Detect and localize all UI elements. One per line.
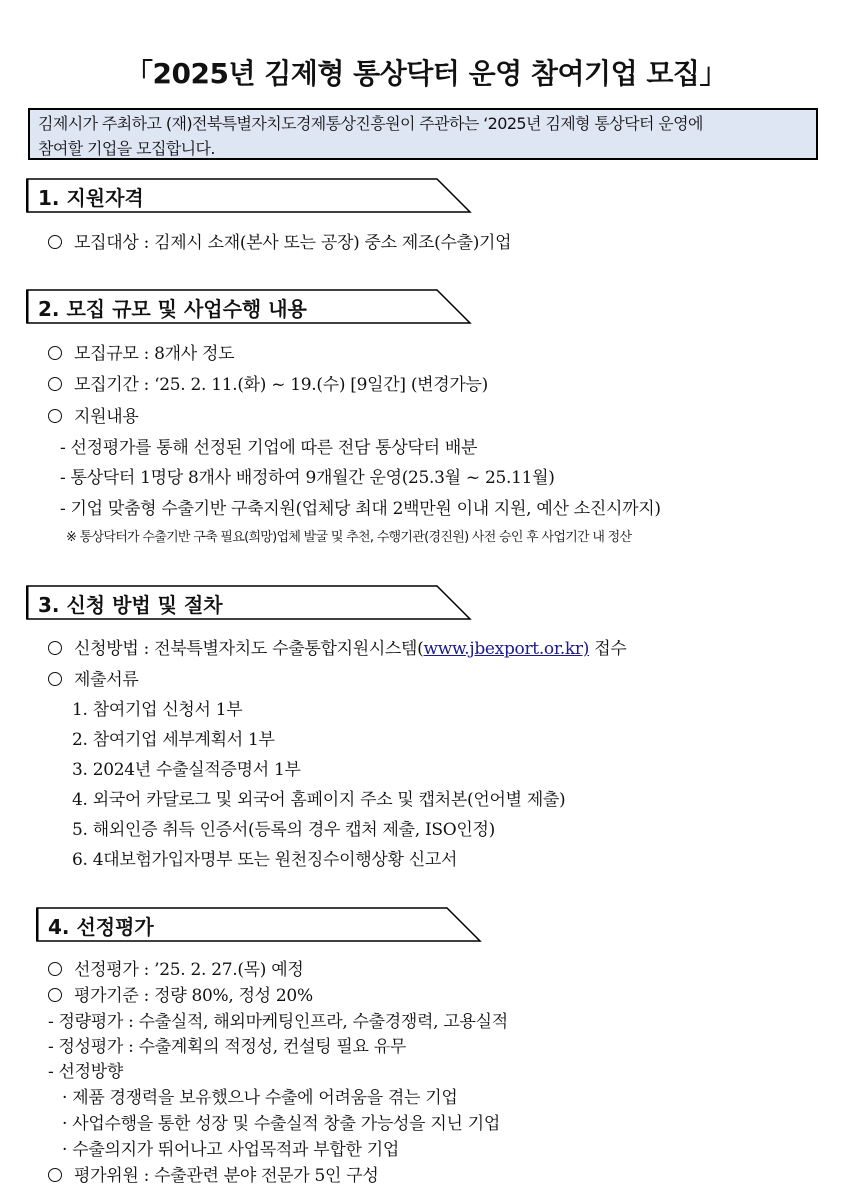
list-item: 평가기준 : 정량 80%, 정성 20% xyxy=(48,981,313,1006)
section-1-title: 1. 지원자격 xyxy=(38,186,144,210)
circle-bullet-icon xyxy=(48,235,62,249)
list-item: 제출서류 xyxy=(48,665,139,690)
list-item: 5. 해외인증 취득 인증서(등록의 경우 캡처 제출, ISO인정) xyxy=(72,820,495,840)
circle-bullet-icon xyxy=(48,641,62,655)
list-item: 3. 2024년 수출실적증명서 1부 xyxy=(72,760,301,780)
intro-line-2: 참여할 기업을 모집합니다. xyxy=(38,139,215,158)
list-item: - 정량평가 : 수출실적, 해외마케팅인프라, 수출경쟁력, 고용실적 xyxy=(48,1012,508,1032)
intro-box xyxy=(28,108,818,160)
list-item: 신청방법 : 전북특별자치도 수출통합지원시스템(www.jbexport.or.kr) 접수 xyxy=(48,634,626,659)
intro-line-1: 김제시가 주최하고 (재)전북특별자치도경제통상진흥원이 주관하는 ‘2025년 김제형 통상닥터 운영에 xyxy=(38,114,703,133)
circle-bullet-icon xyxy=(48,409,62,423)
list-item: · 제품 경쟁력을 보유했으나 수출에 어려움을 겪는 기업 xyxy=(62,1088,458,1108)
circle-bullet-icon xyxy=(48,672,62,686)
list-item: 선정평가 : ’25. 2. 27.(목) 예정 xyxy=(48,955,303,980)
section-3-title: 3. 신청 방법 및 절차 xyxy=(38,593,223,617)
list-item: 모집대상 : 김제시 소재(본사 또는 공장) 중소 제조(수출)기업 xyxy=(48,228,511,253)
section-4-title: 4. 선정평가 xyxy=(48,915,154,939)
list-item: 2. 참여기업 세부계획서 1부 xyxy=(72,730,275,750)
page-title: 「2025년 김제형 통상닥터 운영 참여기업 모집」 xyxy=(125,57,727,90)
list-item: 1. 참여기업 신청서 1부 xyxy=(72,700,243,720)
jbexport-link[interactable]: www.jbexport.or.kr) xyxy=(423,639,590,659)
circle-bullet-icon xyxy=(48,962,62,976)
section-4-heading xyxy=(36,907,482,943)
circle-bullet-icon xyxy=(48,346,62,360)
footnote: ※ 통상닥터가 수출기반 구축 필요(희망)업체 발굴 및 추천, 수행기관(경진원) 사전 승인 후 사업기간 내 정산 xyxy=(66,530,632,545)
section-1-heading xyxy=(26,178,472,214)
list-item: 모집규모 : 8개사 정도 xyxy=(48,339,234,364)
circle-bullet-icon xyxy=(48,1168,62,1182)
list-item: 4. 외국어 카달로그 및 외국어 홈페이지 주소 및 캡처본(언어별 제출) xyxy=(72,790,566,810)
list-item: 모집기간 : ‘25. 2. 11.(화) ~ 19.(수) [9일간] (변경가능) xyxy=(48,370,488,395)
list-item: - 정성평가 : 수출계획의 적정성, 컨설팅 필요 유무 xyxy=(48,1037,407,1057)
list-item: - 통상닥터 1명당 8개사 배정하여 9개월간 운영(25.3월 ~ 25.11월) xyxy=(60,468,555,488)
list-item: - 선정평가를 통해 선정된 기업에 따른 전담 통상닥터 배분 xyxy=(60,438,478,458)
section-3-heading xyxy=(26,585,472,621)
list-item: · 수출의지가 뛰어나고 사업목적과 부합한 기업 xyxy=(62,1140,399,1160)
circle-bullet-icon xyxy=(48,988,62,1002)
section-2-title: 2. 모집 규모 및 사업수행 내용 xyxy=(38,297,307,321)
list-item: 지원내용 xyxy=(48,402,139,427)
circle-bullet-icon xyxy=(48,377,62,391)
list-item: · 사업수행을 통한 성장 및 수출실적 창출 가능성을 지닌 기업 xyxy=(62,1114,500,1134)
list-item: - 선정방향 xyxy=(48,1062,124,1082)
section-2-heading xyxy=(26,289,472,325)
list-item: 6. 4대보험가입자명부 또는 원천징수이행상황 신고서 xyxy=(72,850,458,870)
list-item: - 기업 맞춤형 수출기반 구축지원(업체당 최대 2백만원 이내 지원, 예산 소진시까지) xyxy=(60,499,661,519)
list-item: 평가위원 : 수출관련 분야 전문가 5인 구성 xyxy=(48,1161,379,1186)
